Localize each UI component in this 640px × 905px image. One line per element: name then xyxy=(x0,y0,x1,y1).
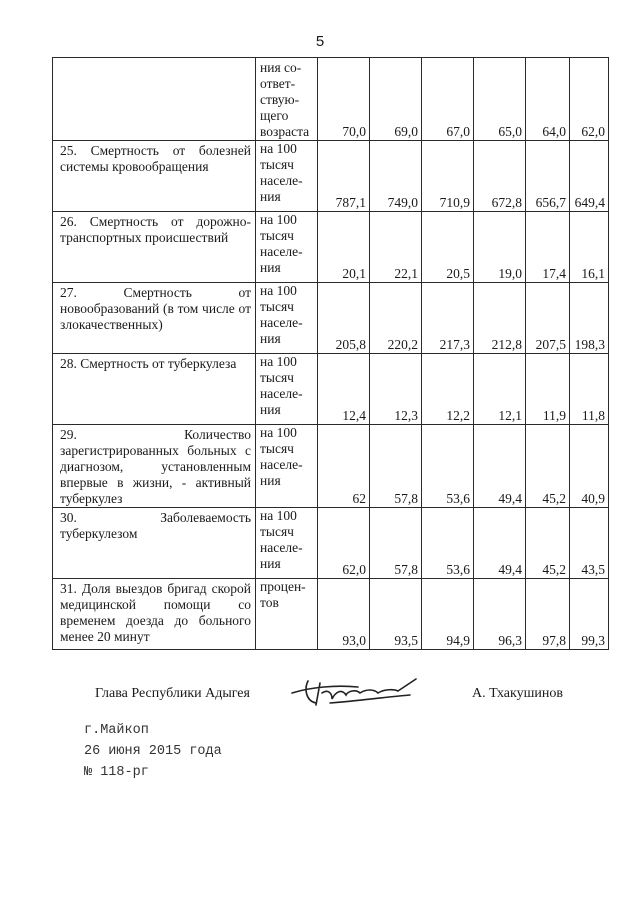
indicator-value: 17,4 xyxy=(526,212,570,283)
indicator-value: 57,8 xyxy=(370,508,422,579)
indicator-value: 65,0 xyxy=(474,58,526,141)
indicator-unit: на 100 тысяч населе- ния xyxy=(256,212,318,283)
signatory-name: А. Тхакушинов xyxy=(472,686,563,701)
indicator-value: 207,5 xyxy=(526,283,570,354)
signatory-title: Глава Республики Адыгея xyxy=(95,686,250,701)
indicator-value: 656,7 xyxy=(526,141,570,212)
indicator-unit: на 100 тысяч населе- ния xyxy=(256,508,318,579)
indicator-value: 43,5 xyxy=(570,508,609,579)
indicator-value: 22,1 xyxy=(370,212,422,283)
table-row xyxy=(53,508,609,579)
indicator-name: 28. Смертность от туберкулеза xyxy=(53,354,256,425)
indicator-value: 40,9 xyxy=(570,425,609,508)
indicator-value: 53,6 xyxy=(422,425,474,508)
indicator-value: 217,3 xyxy=(422,283,474,354)
table-row xyxy=(53,579,609,650)
indicator-value: 64,0 xyxy=(526,58,570,141)
indicator-value: 20,1 xyxy=(318,212,370,283)
indicator-value: 12,2 xyxy=(422,354,474,425)
document-footer xyxy=(84,720,222,783)
table-row xyxy=(53,212,609,283)
indicator-name: 30. Заболеваемость туберкулезом xyxy=(53,508,256,579)
indicator-value: 53,6 xyxy=(422,508,474,579)
indicator-value: 220,2 xyxy=(370,283,422,354)
indicator-value: 93,5 xyxy=(370,579,422,650)
table-row xyxy=(53,354,609,425)
indicator-value: 49,4 xyxy=(474,425,526,508)
indicator-value: 12,3 xyxy=(370,354,422,425)
indicator-value: 99,3 xyxy=(570,579,609,650)
page-number: 5 xyxy=(315,33,325,50)
footer-number: № 118-рг xyxy=(84,765,149,780)
indicator-value: 12,1 xyxy=(474,354,526,425)
table-row xyxy=(53,141,609,212)
indicator-value: 205,8 xyxy=(318,283,370,354)
indicator-value: 69,0 xyxy=(370,58,422,141)
indicator-value: 97,8 xyxy=(526,579,570,650)
indicator-name: 31. Доля выездов бригад скорой медицинской помощи со временем доезда до больного менее 20 минут xyxy=(53,579,256,650)
indicator-unit: ния со- ответ- ствую- щего возраста xyxy=(256,58,318,141)
indicator-name: 29. Количество зарегистрированных больных с диагнозом, установленным впервые в жизни, - активный туберкулез xyxy=(53,425,256,508)
indicator-value: 649,4 xyxy=(570,141,609,212)
indicator-value: 62,0 xyxy=(318,508,370,579)
handwritten-signature xyxy=(286,671,436,713)
indicator-value: 94,9 xyxy=(422,579,474,650)
indicator-name xyxy=(53,58,256,141)
indicator-value: 96,3 xyxy=(474,579,526,650)
indicator-value: 672,8 xyxy=(474,141,526,212)
indicator-name: 26. Смертность от дорожно-транспортных происшествий xyxy=(53,212,256,283)
indicator-value: 198,3 xyxy=(570,283,609,354)
indicators-table xyxy=(52,57,609,650)
indicator-name: 25. Смертность от болезней системы кровообращения xyxy=(53,141,256,212)
indicator-value: 11,9 xyxy=(526,354,570,425)
indicator-unit: на 100 тысяч населе- ния xyxy=(256,425,318,508)
table-row xyxy=(53,425,609,508)
indicator-value: 70,0 xyxy=(318,58,370,141)
indicator-unit: на 100 тысяч населе- ния xyxy=(256,354,318,425)
table-row xyxy=(53,58,609,141)
indicator-unit: на 100 тысяч населе- ния xyxy=(256,141,318,212)
indicator-value: 45,2 xyxy=(526,425,570,508)
footer-city: г.Майкоп xyxy=(84,723,149,738)
indicator-unit: на 100 тысяч населе- ния xyxy=(256,283,318,354)
indicator-value: 710,9 xyxy=(422,141,474,212)
indicator-value: 62,0 xyxy=(570,58,609,141)
indicator-name: 27. Смертность от новообразований (в том числе от злокачественных) xyxy=(53,283,256,354)
indicator-value: 67,0 xyxy=(422,58,474,141)
signature-block xyxy=(0,683,640,713)
indicator-value: 11,8 xyxy=(570,354,609,425)
indicator-value: 19,0 xyxy=(474,212,526,283)
indicator-value: 12,4 xyxy=(318,354,370,425)
table-row xyxy=(53,283,609,354)
indicator-value: 787,1 xyxy=(318,141,370,212)
indicator-value: 93,0 xyxy=(318,579,370,650)
indicator-value: 62 xyxy=(318,425,370,508)
indicator-unit: процен- тов xyxy=(256,579,318,650)
indicator-value: 49,4 xyxy=(474,508,526,579)
indicator-value: 57,8 xyxy=(370,425,422,508)
footer-date: 26 июня 2015 года xyxy=(84,744,222,759)
indicator-value: 749,0 xyxy=(370,141,422,212)
indicator-value: 212,8 xyxy=(474,283,526,354)
indicator-value: 16,1 xyxy=(570,212,609,283)
indicator-value: 45,2 xyxy=(526,508,570,579)
indicator-value: 20,5 xyxy=(422,212,474,283)
